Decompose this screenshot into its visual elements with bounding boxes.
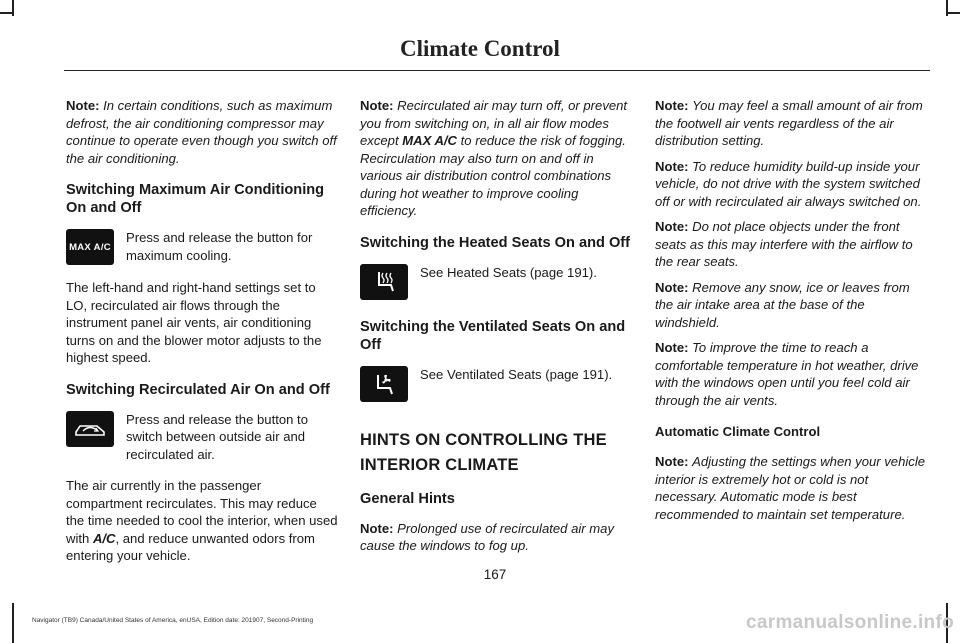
crop-mark-top-left-h bbox=[0, 12, 14, 14]
heading-general-hints: General Hints bbox=[360, 490, 455, 507]
ventilated-seats-row bbox=[360, 366, 632, 402]
recirculate-air-icon bbox=[66, 411, 114, 447]
heading-max-ac: Switching Maximum Air Conditioning On and Off bbox=[66, 182, 325, 216]
heading-recirculated-air: Switching Recirculated Air On and Off bbox=[66, 381, 330, 398]
note-footwell: Note: You may feel a small amount of air from the footwell air vents regardless of the air distribution setting. bbox=[655, 98, 923, 148]
column-2 bbox=[360, 97, 632, 569]
page-title: Climate Control bbox=[400, 36, 560, 61]
max-ac-paragraph: The left-hand and right-hand settings set to LO, recirculated air flows through the instrument panel air vents, air conditioning turns on and the blower motor adjusts to the highest speed. bbox=[66, 280, 322, 365]
heading-ventilated-seats: Switching the Ventilated Seats On and Off bbox=[360, 318, 626, 353]
note-fog-up: Note: Prolonged use of recirculated air may cause the windows to fog up. bbox=[360, 520, 614, 553]
heading-automatic-climate: Automatic Climate Control bbox=[655, 424, 821, 439]
max-ac-icon: MAX A/C bbox=[66, 229, 114, 265]
max-ac-description: Press and release the button for maximum cooling. bbox=[126, 230, 313, 263]
column-3 bbox=[655, 97, 928, 537]
max-ac-row bbox=[66, 229, 338, 265]
crop-mark-top-right-h bbox=[946, 12, 960, 14]
column-1 bbox=[66, 97, 338, 579]
page-number: 167 bbox=[483, 567, 507, 582]
recirc-description: Press and release the button to switch between outside air and recirculated air. bbox=[126, 411, 308, 462]
footer-edition: Navigator (TB9) Canada/United States of America, enUSA, Edition date: 201907, Second-Printing bbox=[32, 617, 314, 624]
note-front-seats: Note: Do not place objects under the front seats as this may interfere with the airflow to the rear seats. bbox=[655, 219, 913, 269]
note-compressor: Note: In certain conditions, such as maximum defrost, the air conditioning compressor may continue to operate even though you switch off the air conditioning. bbox=[66, 98, 337, 166]
note-humidity: Note: To reduce humidity build-up inside your vehicle, do not drive with the system switched off or with recirculated air always switched on. bbox=[655, 158, 922, 209]
heated-seats-link[interactable]: Heated Seats bbox=[446, 264, 527, 280]
ventilated-seats-reference: See Ventilated Seats (page 191). bbox=[420, 366, 613, 382]
heading-heated-seats: Switching the Heated Seats On and Off bbox=[360, 234, 631, 251]
crop-mark-bottom-left-v bbox=[12, 603, 14, 643]
section-title-hints: HINTS ON CONTROLLING THE INTERIOR CLIMATE bbox=[360, 430, 607, 474]
note-snow-ice: Note: Remove any snow, ice or leaves from the air intake area at the base of the windshield. bbox=[655, 279, 910, 330]
note-recirculated-fogging: Note: Recirculated air may turn off, or prevent you from switching on, in all air flow modes except MAX A/C to reduce the risk of fogging. Recirculation may also turn on and off in various air distribution control combinations during hot weather to improve cooling efficiency. bbox=[360, 98, 628, 218]
recirc-paragraph: The air currently in the passenger compartment recirculates. This may reduce the time needed to cool the interior, when used with A/C, and reduce unwanted odors from entering your vehicle. bbox=[66, 478, 338, 563]
heated-seat-icon bbox=[360, 264, 408, 300]
heated-seats-row bbox=[360, 264, 632, 300]
watermark: carmanualsonline.info bbox=[746, 612, 954, 633]
note-automatic-mode: Note: Adjusting the settings when your vehicle interior is extremely hot or cold is not necessary. Automatic mode is best recommended to maintain set temperature. bbox=[655, 454, 926, 522]
recirc-row bbox=[66, 411, 338, 464]
ventilated-seats-link[interactable]: Ventilated Seats bbox=[446, 366, 542, 382]
ventilated-seat-icon bbox=[360, 366, 408, 402]
header-divider bbox=[64, 70, 930, 71]
note-hot-weather: Note: To improve the time to reach a comfortable temperature in hot weather, drive with the windows open until you feel cold air through the air vents. bbox=[655, 340, 919, 408]
heated-seats-reference: See Heated Seats (page 191). bbox=[420, 264, 597, 280]
